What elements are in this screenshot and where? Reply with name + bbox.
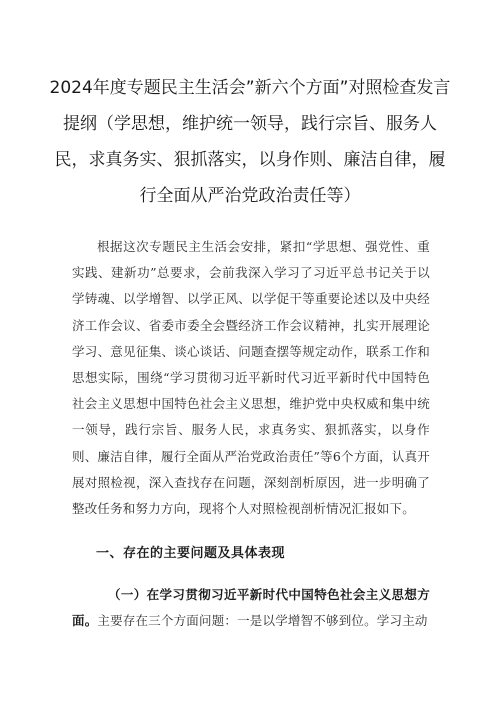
section-heading: 一、存在的主要问题及具体表现 (96, 546, 286, 561)
intro-paragraph: 根据这次专题民主生活会安排，紧扣“学思想、强党性、重实践、建新功”总要求，会前我深入学习了习近平总书记关于以学铸魂、以学增智、以学正风、以学促干等重要论述以及中央经济工作会议、省委市委全会暨经济工作会议精神，扎实开展理论学习、意见征集、谈心谈话、问题查摆等规定动作，联系工作和思想实际，围绕“学习贯彻习近平新时代习近平新时代中国特色社会主义思想中国特色社会主义思想，维护党中央权威和集中统一领导，践行宗旨、服务人民，求真务实、狠抓落实，以身作则、廉洁自律，履行全面从严治党政治责任”等6个方面，认真开展对照检视，深入查找存在问题，深刻剖析原因，进一步明确了整改任务和努力方向，现将个人对照检视剖析情况汇报如下。 (72, 239, 430, 517)
subsection-paragraph (72, 582, 430, 634)
subsection-heading: （一）在学习贯彻习近平新时代中国特色社会主义思想方面。 (72, 587, 430, 629)
document-title: 2024年度专题民主生活会”新六个方面”对照检查发言提纲（学思想，维护统一领导，践行宗旨、服务人民，求真务实、狠抓落实，以身作则、廉洁自律，履行全面从严治党政治责任等） (49, 78, 451, 206)
subsection-text: 主要存在三个方面问题：一是以学增智不够到位。学习主动 (97, 613, 428, 629)
